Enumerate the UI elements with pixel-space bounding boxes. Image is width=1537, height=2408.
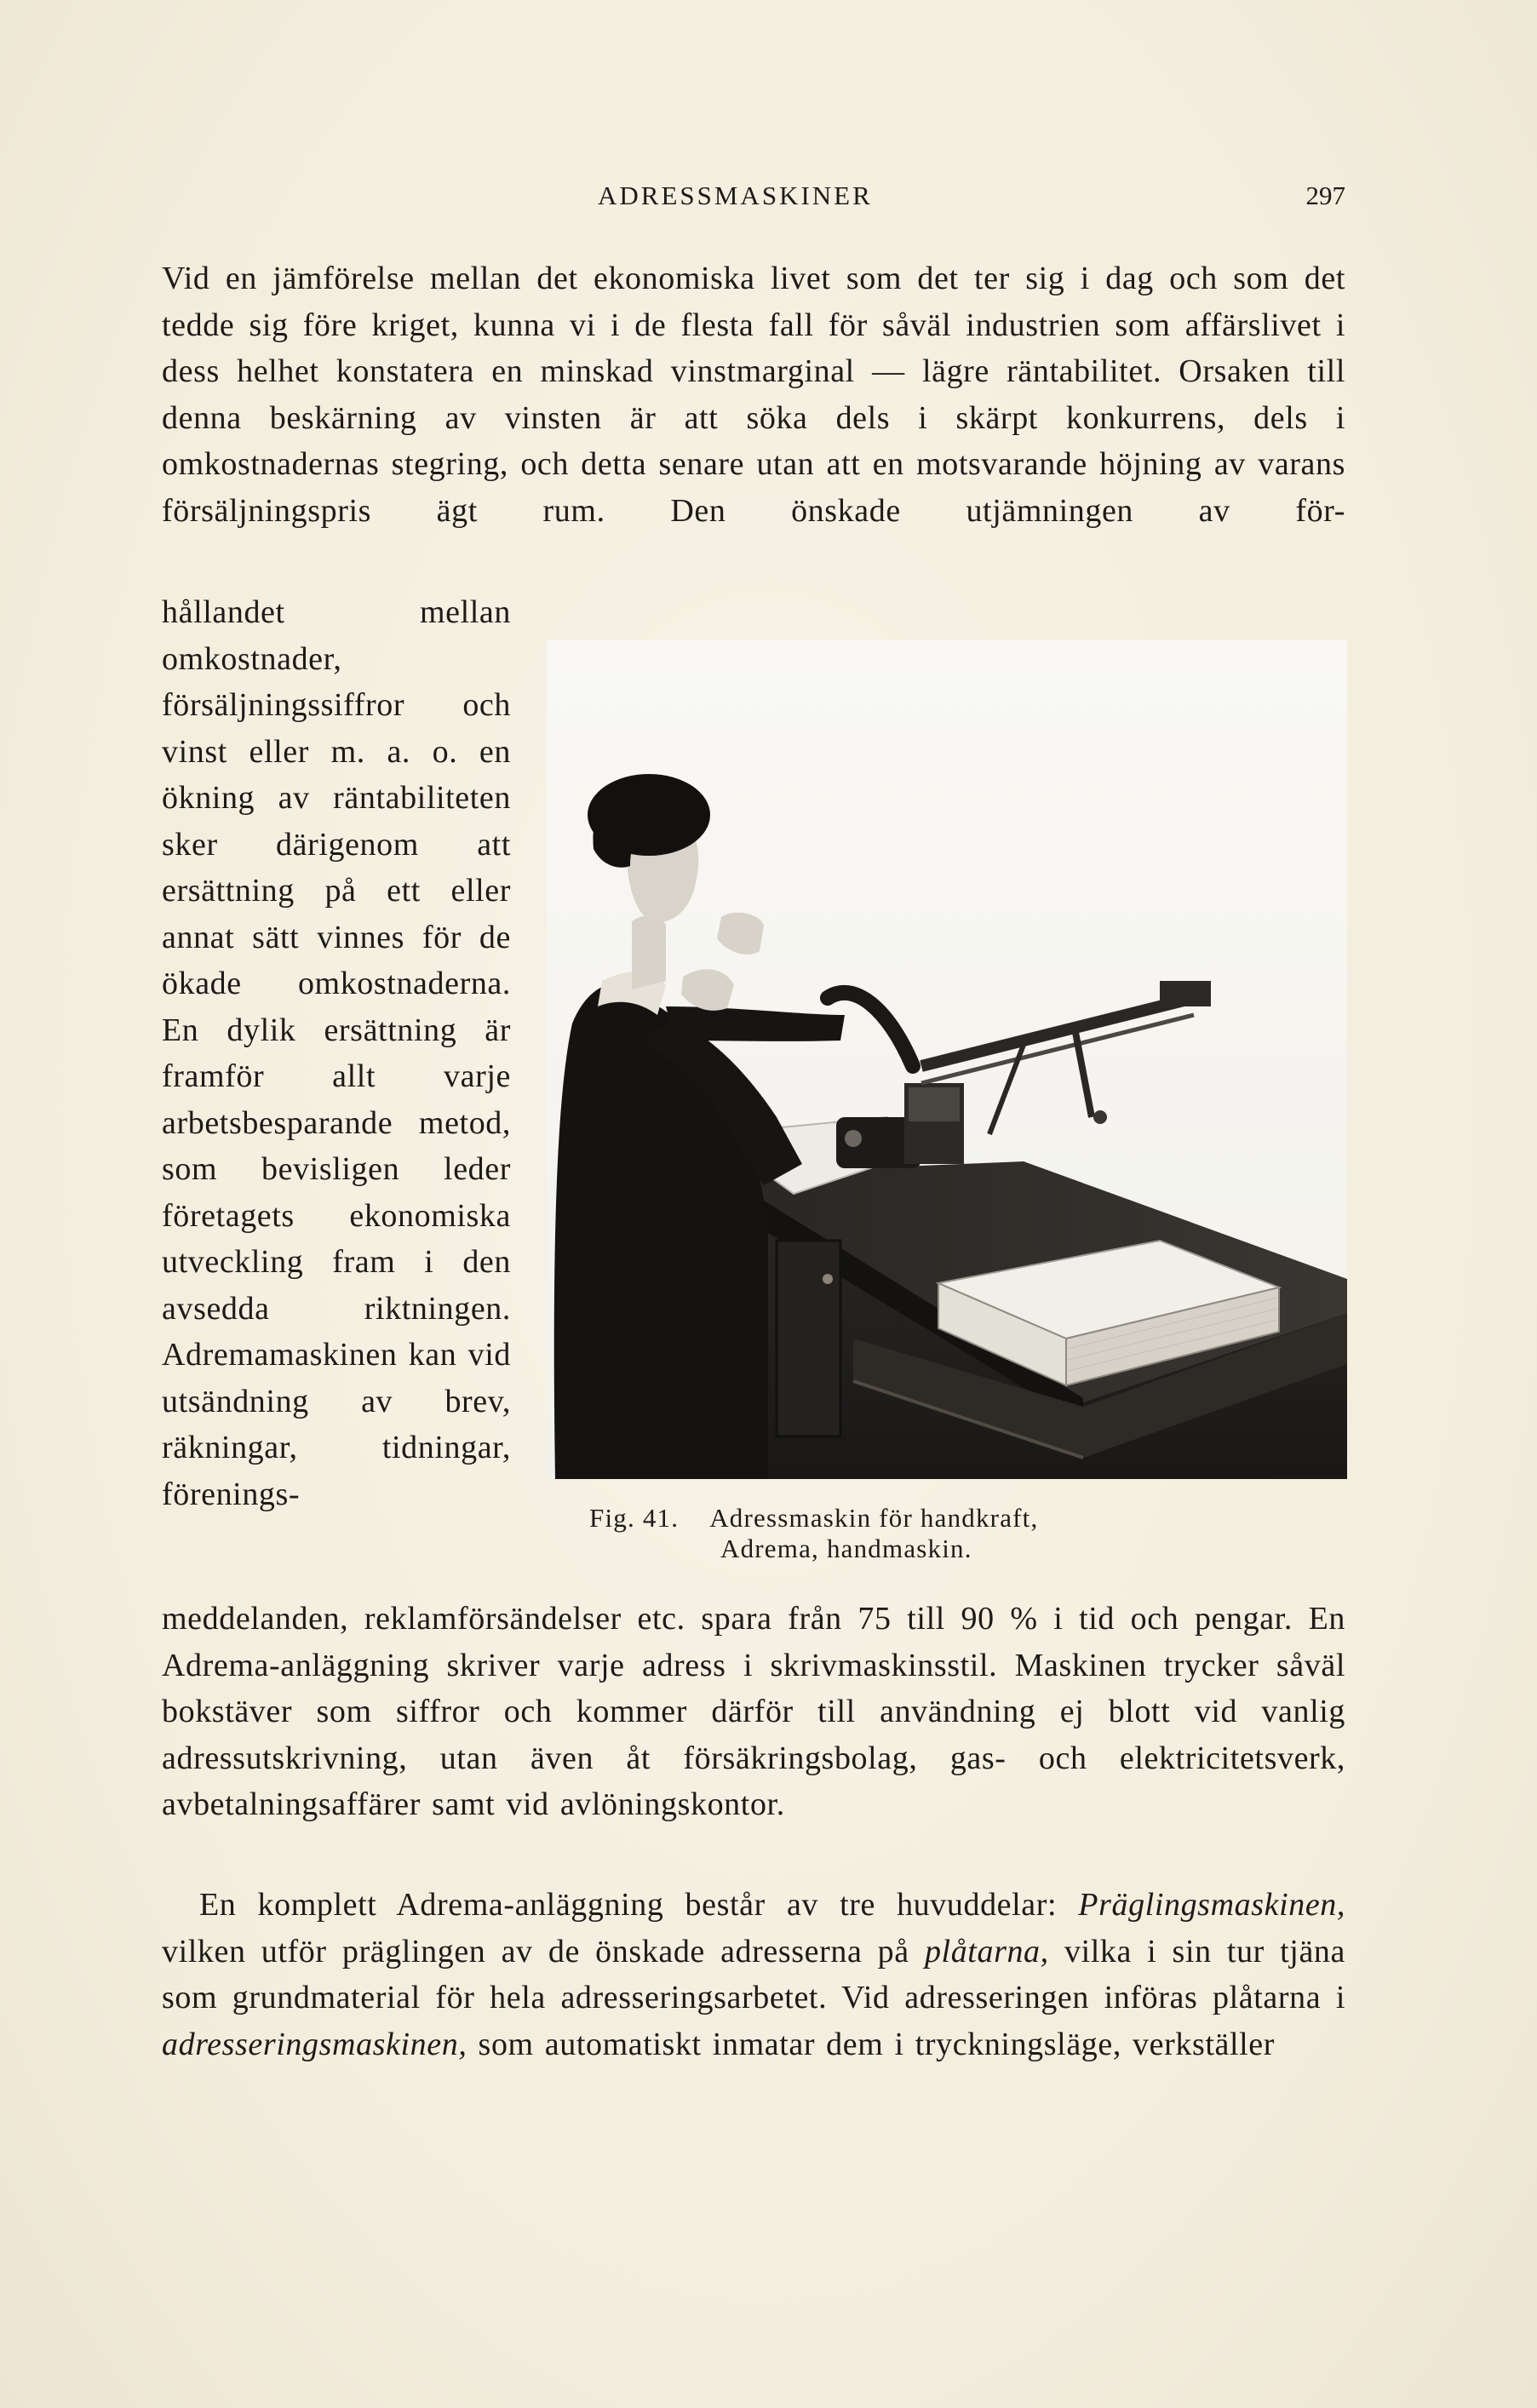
paragraph-2-run-a: En komplett Adrema-anläggning består av tre huvuddelar: [199,1887,1079,1923]
paragraph-1-top: Vid en jämförelse mellan det ekonomiska livet som det ter sig i dag och som det tedde sig före kriget, kunna vi i de flesta fall för såväl industrien som affärslivet i dess helhet konstatera en minskad vinstmarginal — lägre räntabilitet. Orsaken till denna beskärning av vinsten är att söka dels i skärpt konkurrens, dels i omkostnadernas stegring, och detta senare utan att en motsvarande höjning av varans försäljningspris ägt rum. Den önskade utjämningen av för- [162,261,1345,529]
page-number: 297 [1305,181,1345,210]
caption-line-1: Adressmaskin för handkraft, [709,1503,1039,1533]
running-title: ADRESSMASKINER [598,181,873,210]
term-praglingsmaskinen: Präglingsmaskinen, [1078,1887,1345,1923]
paragraph-2-run-c: vilka i sin tur tjäna som grundmaterial för hela adresseringsarbetet. Vid adresseringen införas plåtarna i [162,1933,1345,2015]
term-platarna: plåtarna, [924,1933,1049,1969]
figure-caption [589,1503,1270,1564]
paragraph-2-run-d: som automatiskt inmatar dem i tryckningsläge, verkställer [467,2026,1276,2062]
caption-line-2: Adrema, handmaskin. [720,1534,972,1563]
woman-operating-machine-illustration [547,640,1347,1479]
figure-41 [547,640,1347,1483]
paragraph-2-run-b: vilken utför präglingen av de önskade adresserna på [162,1933,925,1969]
paragraph-1-bottom: meddelanden, reklamförsändelser etc. spara från 75 till 90 % i tid och pengar. En Adrema-anläggning skriver varje adress i skrivmaskinsstil. Maskinen trycker såväl bokstäver som siffror och kommer därför till användning ej blott vid vanlig adressutskrivning, utan även åt försäkringsbolag, gas- och elektricitetsverk, avbetalningsaffärer samt vid avlöningskontor. [162,1601,1345,1822]
figure-number: Fig. 41. [589,1503,680,1533]
paragraph-2-text [162,1882,1345,2067]
paragraph-1-wrap-column: hållandet mellan omkostnader, försäljningssiffror och vinst eller m. a. o. en ökning av räntabiliteten sker därigenom att ersättning på ett eller annat sätt vinnes för de ökade omkostnaderna. En dylik ersättning är framför allt varje arbetsbesparande metod, som bevisligen leder företagets ekonomiska utveckling fram i den avsedda riktningen. Adremamaskinen kan vid utsändning av brev, räkningar, tidningar, förenings- [162,594,511,1512]
term-adresseringsmaskinen: adresseringsmaskinen, [162,2026,467,2062]
adrema-machine-photo [547,640,1347,1479]
paragraph-2 [162,1882,1345,2067]
